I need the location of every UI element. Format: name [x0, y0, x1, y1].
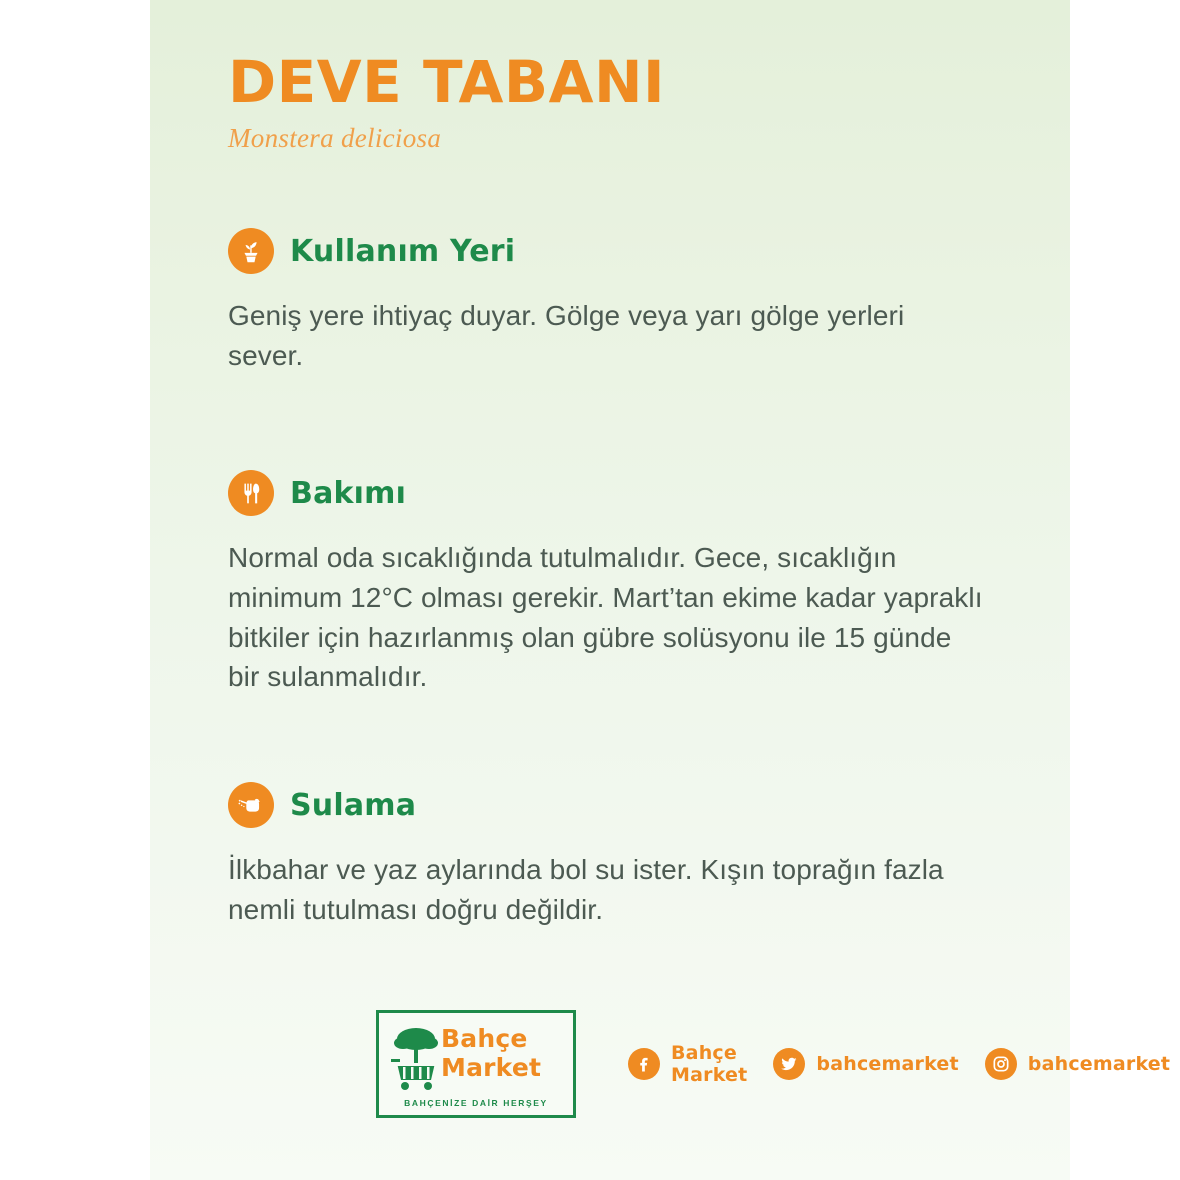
potted-plant-icon [228, 228, 274, 274]
section-body: Normal oda sıcaklığında tutulmalıdır. Gece, sıcaklığın minimum 12°C olması gerekir. Mart’tan ekime kadar yapraklı bitkiler için hazırlanmış olan gübre solüsyonu ile 15 günde bir sulanmalıdır. [228, 542, 983, 693]
section-body: Geniş yere ihtiyaç duyar. Gölge veya yarı gölge yerleri sever. [228, 300, 905, 371]
card-content [228, 0, 1171, 1180]
social-label: Bahçe Market [671, 1042, 748, 1086]
watering-can-icon [228, 782, 274, 828]
section-title: Sulama [290, 787, 417, 823]
section-usage-location [228, 228, 1030, 376]
facebook-icon [628, 1048, 660, 1080]
page-title: DEVE TABANI [228, 48, 666, 116]
section-header [228, 470, 1030, 516]
tree-in-cart-icon [389, 1023, 443, 1102]
social-links [628, 1042, 1170, 1086]
latin-name: Monstera deliciosa [228, 122, 442, 153]
fork-knife-icon [228, 470, 274, 516]
logo-tagline: BAHÇENİZE DAİR HERŞEY [404, 1098, 548, 1108]
instagram-icon [985, 1048, 1017, 1080]
section-title: Bakımı [290, 475, 407, 511]
social-facebook[interactable] [628, 1042, 747, 1086]
section-care [228, 470, 1030, 697]
social-label: bahcemarket [1027, 1053, 1171, 1075]
twitter-icon [773, 1048, 805, 1080]
section-header [228, 228, 1030, 274]
footer [228, 1000, 1171, 1140]
section-watering [228, 782, 1030, 930]
brand-logo [376, 1010, 576, 1118]
logo-line-2: Market [441, 1052, 542, 1082]
logo-wordmark [441, 1025, 541, 1083]
plant-info-card [150, 0, 1171, 1180]
social-twitter[interactable] [773, 1048, 958, 1080]
logo-line-1: Bahçe [441, 1024, 528, 1053]
section-header [228, 782, 1030, 828]
section-body: İlkbahar ve yaz aylarında bol su ister. Kışın toprağın fazla nemli tutulması doğru değildir. [228, 854, 944, 925]
section-title: Kullanım Yeri [290, 233, 516, 269]
social-label: bahcemarket [816, 1053, 959, 1075]
social-instagram[interactable] [985, 1048, 1170, 1080]
